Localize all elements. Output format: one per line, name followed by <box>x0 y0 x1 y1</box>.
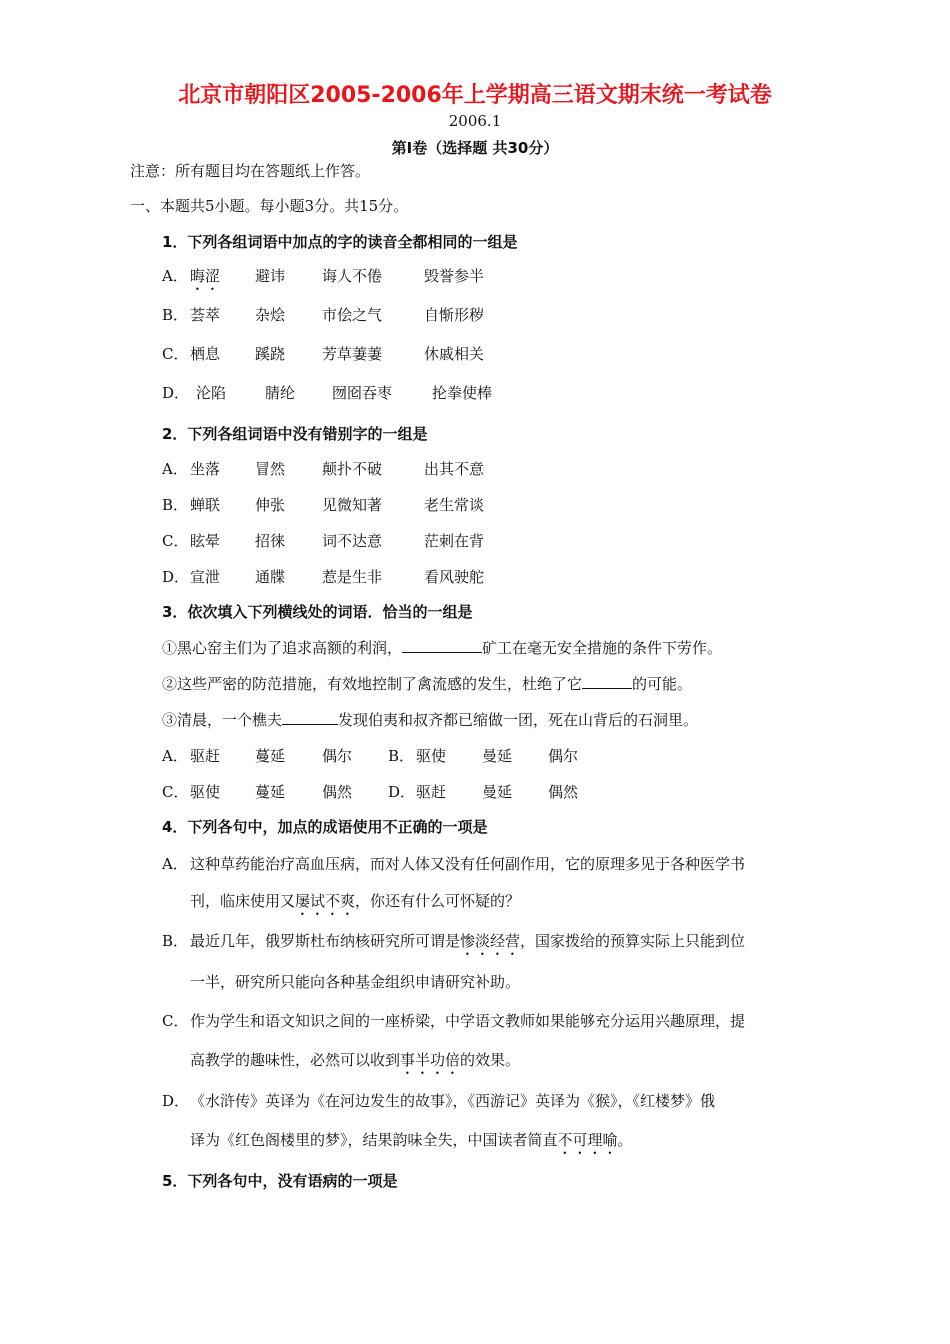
blank-line <box>402 638 482 653</box>
q1-option-b-word3: 市侩之气 <box>322 306 383 324</box>
q3-option-c-word3: 偶然 <box>322 783 353 801</box>
q4-option-b-line2: 一半，研究所只能向各种基金组织申请研究补助。 <box>190 973 521 991</box>
q1-option-b-word4: 自惭形秽 <box>424 306 485 324</box>
q2-option-d-word4: 看风驶舵 <box>424 568 485 586</box>
q2-option-c-word3: 词不达意 <box>322 532 383 550</box>
q1-option-c-word1: 栖息 <box>190 345 221 363</box>
q2-option-c-word1: 眩晕 <box>190 532 221 550</box>
q3-option-b-word2: 曼延 <box>482 747 513 765</box>
dotted-idiom: 惨淡经营 <box>460 932 521 950</box>
q1-option-d-label: D． <box>162 384 190 402</box>
dotted-idiom: 事半功倍 <box>400 1051 461 1069</box>
q1-option-b-word2: 杂烩 <box>255 306 286 324</box>
q1-option-d-word2: 腈纶 <box>265 384 296 402</box>
q2-option-c-word2: 招徕 <box>255 532 286 550</box>
q1-option-a-label: A． <box>162 267 188 285</box>
q1-option-c-label: C． <box>162 345 189 363</box>
q3-option-c-word1: 驱使 <box>190 783 221 801</box>
q1-option-a-word1: 晦涩 <box>190 267 221 285</box>
q3-option-d-word2: 曼延 <box>482 783 513 801</box>
q3-option-a-word2: 蔓延 <box>255 747 286 765</box>
q1-option-c-word4: 休戚相关 <box>424 345 485 363</box>
q2-option-a-word1: 坐落 <box>190 460 221 478</box>
q3-option-a-word3: 偶尔 <box>322 747 353 765</box>
q2-option-d-word3: 惹是生非 <box>322 568 383 586</box>
q3-option-b-label: B． <box>388 747 415 765</box>
q1-option-d-word1: 沦陷 <box>196 384 227 402</box>
q2-option-a-word4: 出其不意 <box>424 460 485 478</box>
q1-option-d-word3: 囫囵吞枣 <box>332 384 393 402</box>
q4-option-a-label: A． <box>162 855 188 873</box>
q2-option-b-word2: 伸张 <box>255 496 286 514</box>
q4-option-d-line2: 译为《红色阁楼里的梦》，结果韵味全失，中国读者简直不可理喻。 <box>190 1131 633 1149</box>
q1-option-c-word3: 芳草萋萋 <box>322 345 383 363</box>
blank-line <box>282 710 338 725</box>
q4-option-a-line1: 这种草药能治疗高血压病，而对人体又没有任何副作用，它的原理多见于各种医学书 <box>190 855 746 873</box>
q3-option-d-label: D． <box>388 783 416 801</box>
section-heading: 第Ⅰ卷（选择题 共30分） <box>391 139 559 157</box>
q4-option-c-line1: 作为学生和语文知识之间的一座桥梁，中学语文教师如果能够充分运用兴趣原理，提 <box>190 1012 746 1030</box>
dotted-idiom: 屡试不爽 <box>295 892 356 910</box>
q4-option-c-label: C． <box>162 1012 189 1030</box>
blank-line <box>582 674 632 689</box>
q2-option-b-word1: 蝉联 <box>190 496 221 514</box>
q3-option-b-word1: 驱使 <box>416 747 447 765</box>
q4-option-c-line2: 高教学的趣味性，必然可以收到事半功倍的效果。 <box>190 1051 521 1069</box>
q3-option-a-label: A． <box>162 747 188 765</box>
exam-title: 北京市朝阳区2005-2006年上学期高三语文期末统一考试卷 <box>178 83 772 108</box>
q3-option-b-word3: 偶尔 <box>548 747 579 765</box>
q2-option-b-word3: 见微知著 <box>322 496 383 514</box>
q4-option-d-line1: 《水浒传》英译为《在河边发生的故事》，《西游记》英译为《猴》，《红楼梦》俄 <box>190 1092 716 1110</box>
q4-option-a-line2: 刊，临床使用又屡试不爽，你还有什么可怀疑的？ <box>190 892 521 910</box>
q1-option-d-word4: 抡拳使棒 <box>432 384 493 402</box>
exam-date: 2006.1 <box>448 112 502 130</box>
q2-option-a-word2: 冒然 <box>255 460 286 478</box>
question-3-stem: 3．依次填入下列横线处的词语．恰当的一组是 <box>162 603 473 621</box>
q3-option-d-word3: 偶然 <box>548 783 579 801</box>
q4-option-d-label: D． <box>162 1092 190 1110</box>
q3-option-a-word1: 驱赶 <box>190 747 221 765</box>
q2-option-d-word2: 通牒 <box>255 568 286 586</box>
part-intro: 一、本题共5小题。每小题3分。共15分。 <box>130 197 409 215</box>
q1-option-b-word1: 荟萃 <box>190 306 221 324</box>
dotted-idiom: 不可理喻 <box>557 1131 618 1149</box>
q2-option-d-word1: 宣泄 <box>190 568 221 586</box>
q3-option-d-word1: 驱赶 <box>416 783 447 801</box>
q1-option-a-word4: 毁誉参半 <box>424 267 485 285</box>
note-text: 注意：所有题目均在答题纸上作答。 <box>130 162 371 180</box>
q2-option-a-label: A． <box>162 460 188 478</box>
question-1-stem: 1．下列各组词语中加点的字的读音全都相同的一组是 <box>162 233 518 251</box>
q4-option-b-label: B． <box>162 932 189 950</box>
q2-option-c-word4: 茫刺在背 <box>424 532 485 550</box>
question-2-stem: 2．下列各组词语中没有错别字的一组是 <box>162 425 428 443</box>
q2-option-d-label: D． <box>162 568 190 586</box>
q1-option-c-word2: 蹊跷 <box>255 345 286 363</box>
q1-option-a-word2: 避讳 <box>255 267 286 285</box>
q3-option-c-word2: 蔓延 <box>255 783 286 801</box>
q1-option-b-label: B． <box>162 306 189 324</box>
q2-option-b-word4: 老生常谈 <box>424 496 485 514</box>
q3-sentence-3: ③清晨，一个樵夫 发现伯夷和叔齐都已缩做一团，死在山背后的石洞里。 <box>162 711 699 729</box>
q4-option-b-line1: 最近几年，俄罗斯杜布纳核研究所可谓是惨淡经营，国家拨给的预算实际上只能到位 <box>190 932 746 950</box>
q3-option-c-label: C． <box>162 783 189 801</box>
q2-option-c-label: C． <box>162 532 189 550</box>
question-4-stem: 4．下列各句中，加点的成语使用不正确的一项是 <box>162 818 488 836</box>
q1-option-a-word3: 诲人不倦 <box>322 267 383 285</box>
question-5-stem: 5．下列各句中，没有语病的一项是 <box>162 1172 398 1190</box>
q2-option-a-word3: 颠扑不破 <box>322 460 383 478</box>
q3-sentence-2: ②这些严密的防范措施，有效地控制了禽流感的发生，杜绝了它 的可能。 <box>162 675 693 693</box>
q2-option-b-label: B． <box>162 496 189 514</box>
q3-sentence-1: ①黑心窑主们为了追求高额的利润， 矿工在毫无安全措施的条件下劳作。 <box>162 639 723 657</box>
